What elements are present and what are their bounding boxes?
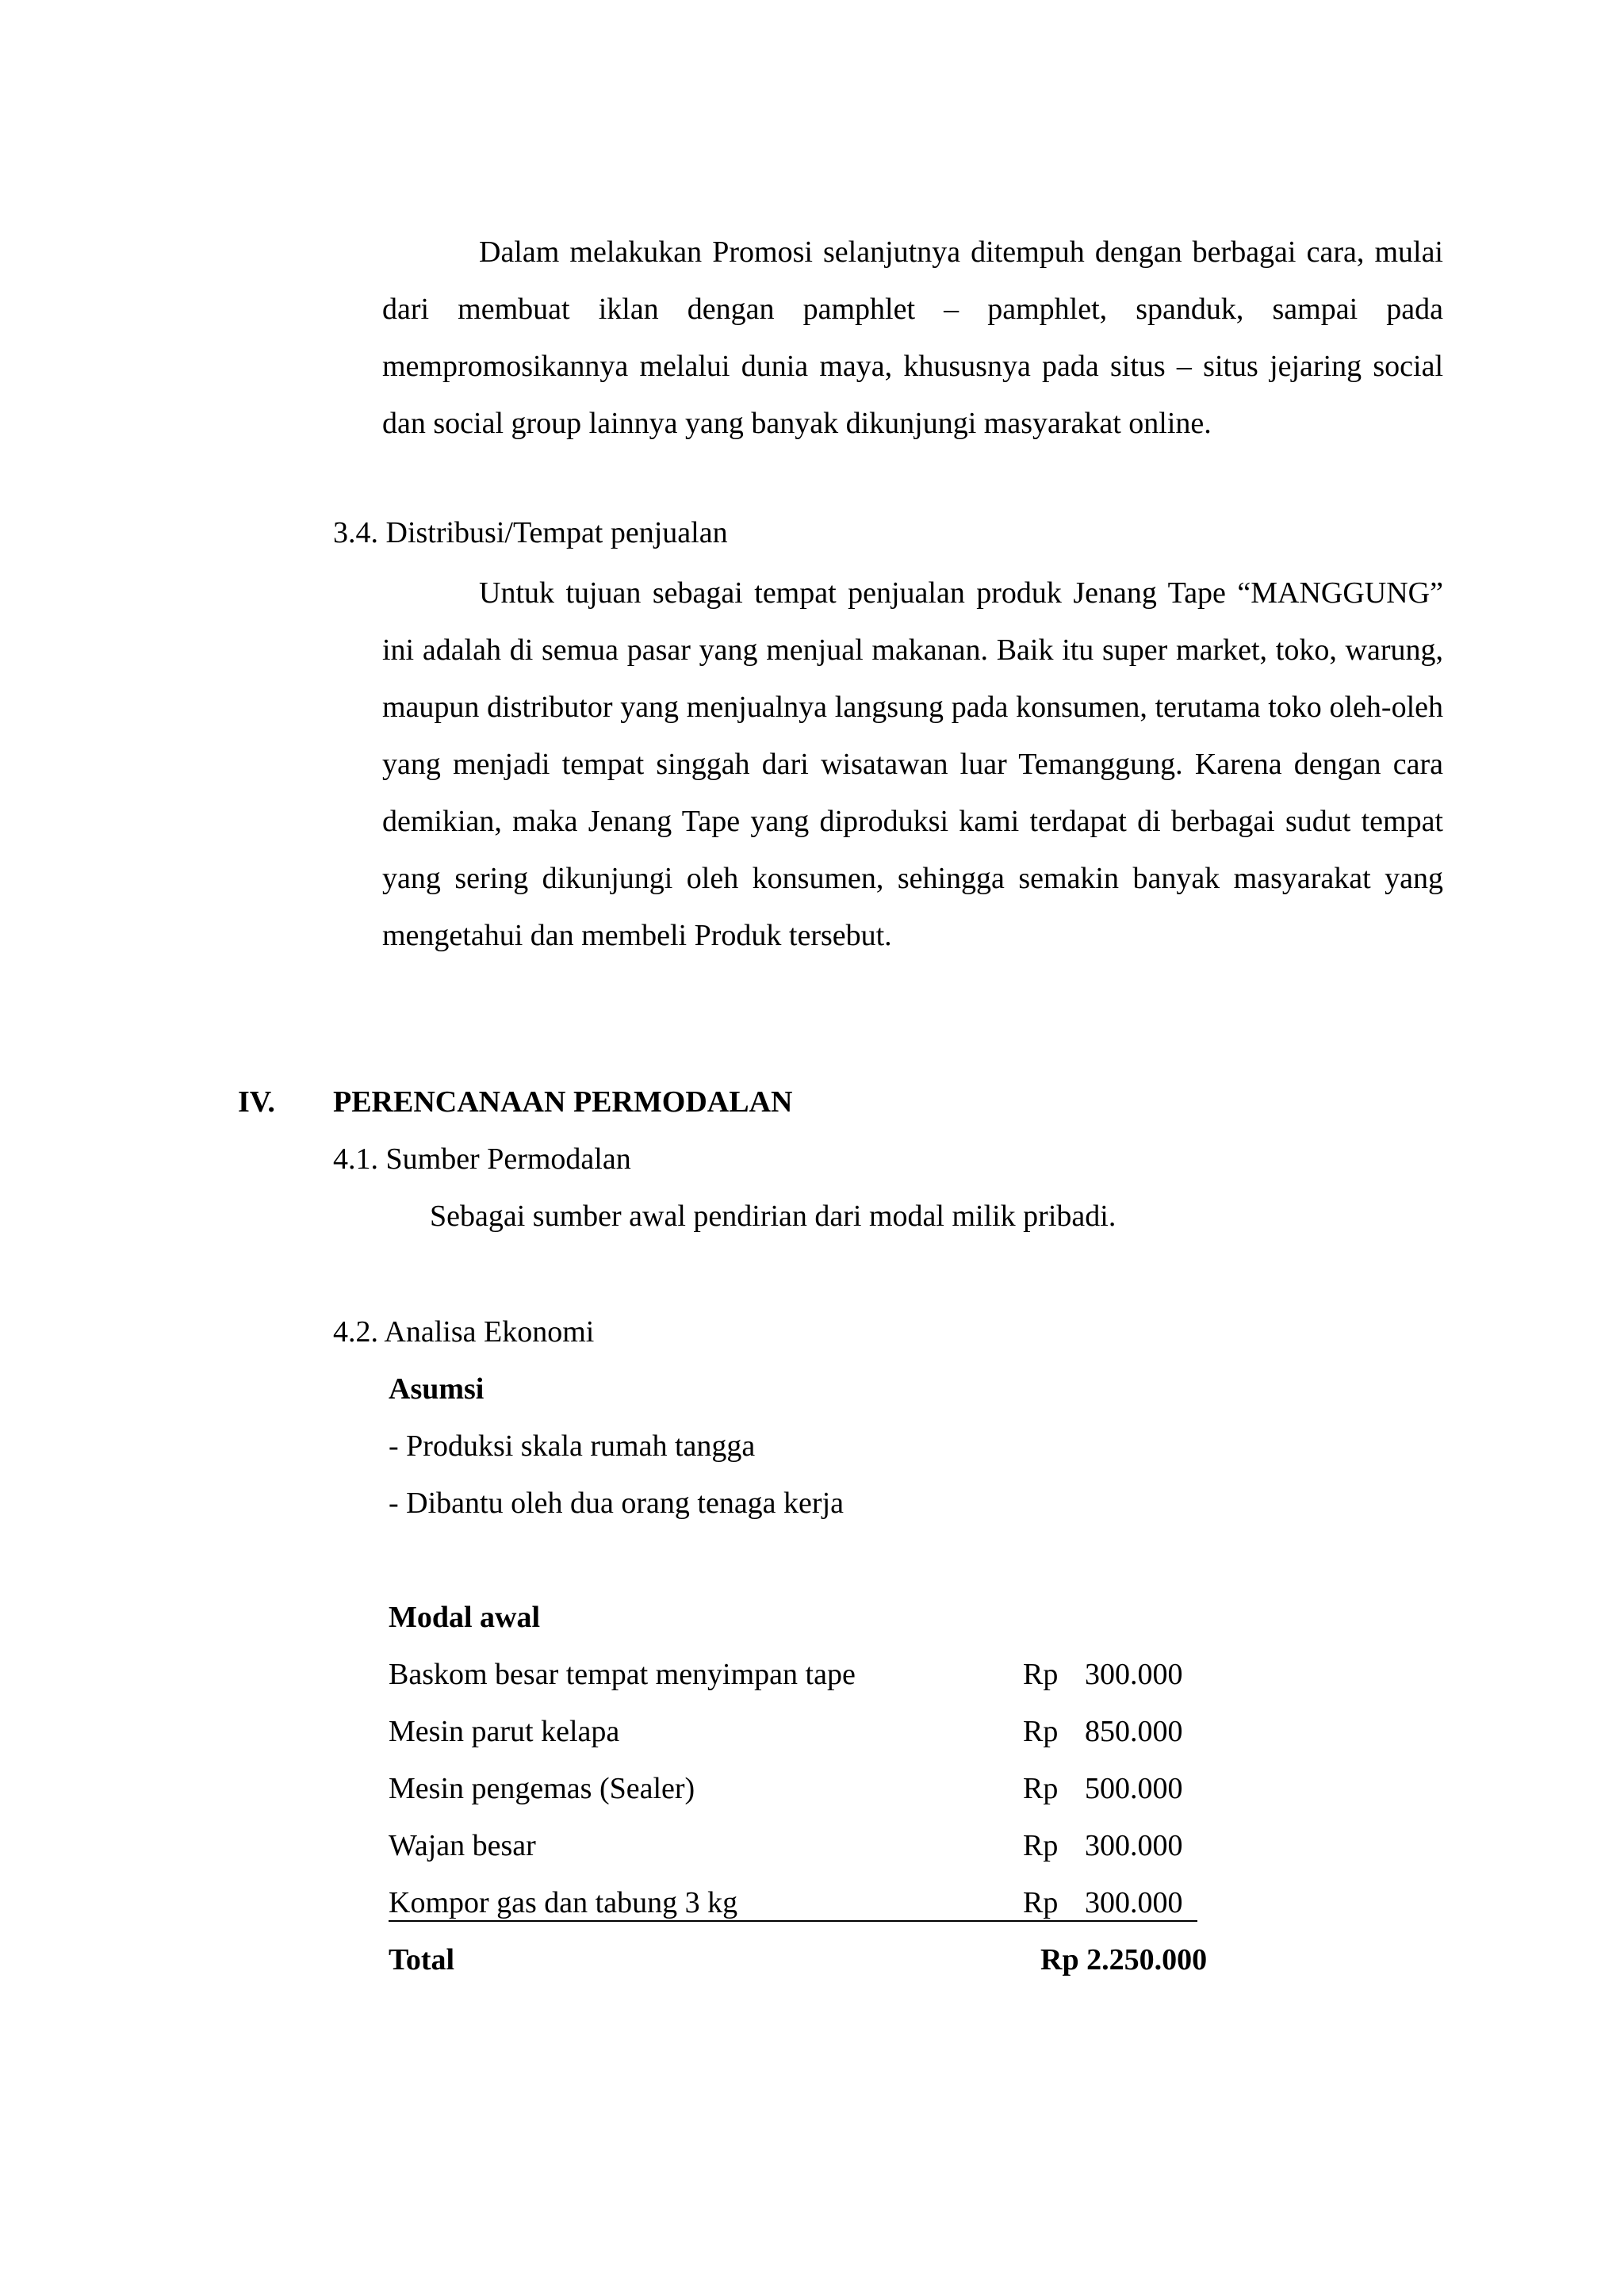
modal-item-currency: Rp (1023, 1658, 1059, 1691)
modal-item-label: Kompor gas dan tabung 3 kg (389, 1886, 738, 1919)
modal-item-currency: Rp (1023, 1772, 1059, 1805)
modal-item-value: 500.000 (1085, 1772, 1183, 1805)
sumber-text: Sebagai sumber awal pendirian dari modal milik pribadi. (430, 1200, 1116, 1233)
distribusi-heading: 3.4. Distribusi/Tempat penjualan (333, 516, 728, 549)
modal-item-currency: Rp (1023, 1829, 1059, 1862)
modal-item-label: Mesin parut kelapa (389, 1715, 620, 1748)
modal-row (389, 1655, 1197, 1693)
modal-row (389, 1827, 1197, 1865)
asumsi-item: - Produksi skala rumah tangga (389, 1429, 756, 1463)
modal-item-currency: Rp (1023, 1715, 1059, 1748)
analisa-heading: 4.2. Analisa Ekonomi (333, 1315, 595, 1349)
modal-item-label: Wajan besar (389, 1829, 536, 1862)
section-number: IV. (238, 1085, 275, 1119)
modal-awal-title: Modal awal (389, 1601, 541, 1634)
promosi-paragraph: Dalam melakukan Promosi selanjutnya ditempuh dengan berbagai cara, mulai dari membuat iklan dengan pamphlet – pamphlet, spanduk, sampai pada mempromosikannya melalui dunia maya, khususnya pada situs – situs jejaring social dan social group lainnya yang banyak dikunjungi masyarakat online. (382, 235, 1443, 440)
modal-row-last (389, 1884, 1197, 1922)
sumber-heading: 4.1. Sumber Permodalan (333, 1142, 631, 1176)
section-title: PERENCANAAN PERMODALAN (333, 1085, 793, 1119)
modal-row (389, 1770, 1197, 1808)
modal-row (389, 1712, 1197, 1751)
modal-item-value: 300.000 (1085, 1829, 1183, 1862)
modal-item-currency: Rp (1023, 1886, 1059, 1919)
modal-item-label: Baskom besar tempat menyimpan tape (389, 1658, 856, 1691)
modal-item-value: 300.000 (1085, 1886, 1183, 1919)
asumsi-title: Asumsi (389, 1372, 485, 1406)
modal-item-label: Mesin pengemas (Sealer) (389, 1772, 695, 1805)
total-value: Rp 2.250.000 (1040, 1943, 1208, 1976)
modal-item-value: 300.000 (1085, 1658, 1183, 1691)
asumsi-item: - Dibantu oleh dua orang tenaga kerja (389, 1487, 844, 1520)
modal-item-value: 850.000 (1085, 1715, 1183, 1748)
total-label: Total (389, 1943, 455, 1976)
distribusi-paragraph: Untuk tujuan sebagai tempat penjualan produk Jenang Tape “MANGGUNG” ini adalah di semua pasar yang menjual makanan. Baik itu super market, toko, warung, maupun distributor yang menjualnya langsung pada konsumen, terutama toko oleh-oleh yang menjadi tempat singgah dari wisatawan luar Temanggung. Karena dengan cara demikian, maka Jenang Tape yang diproduksi kami terdapat di berbagai sudut tempat yang sering dikunjungi oleh konsumen, sehingga semakin banyak masyarakat yang mengetahui dan membeli Produk tersebut. (382, 576, 1443, 952)
